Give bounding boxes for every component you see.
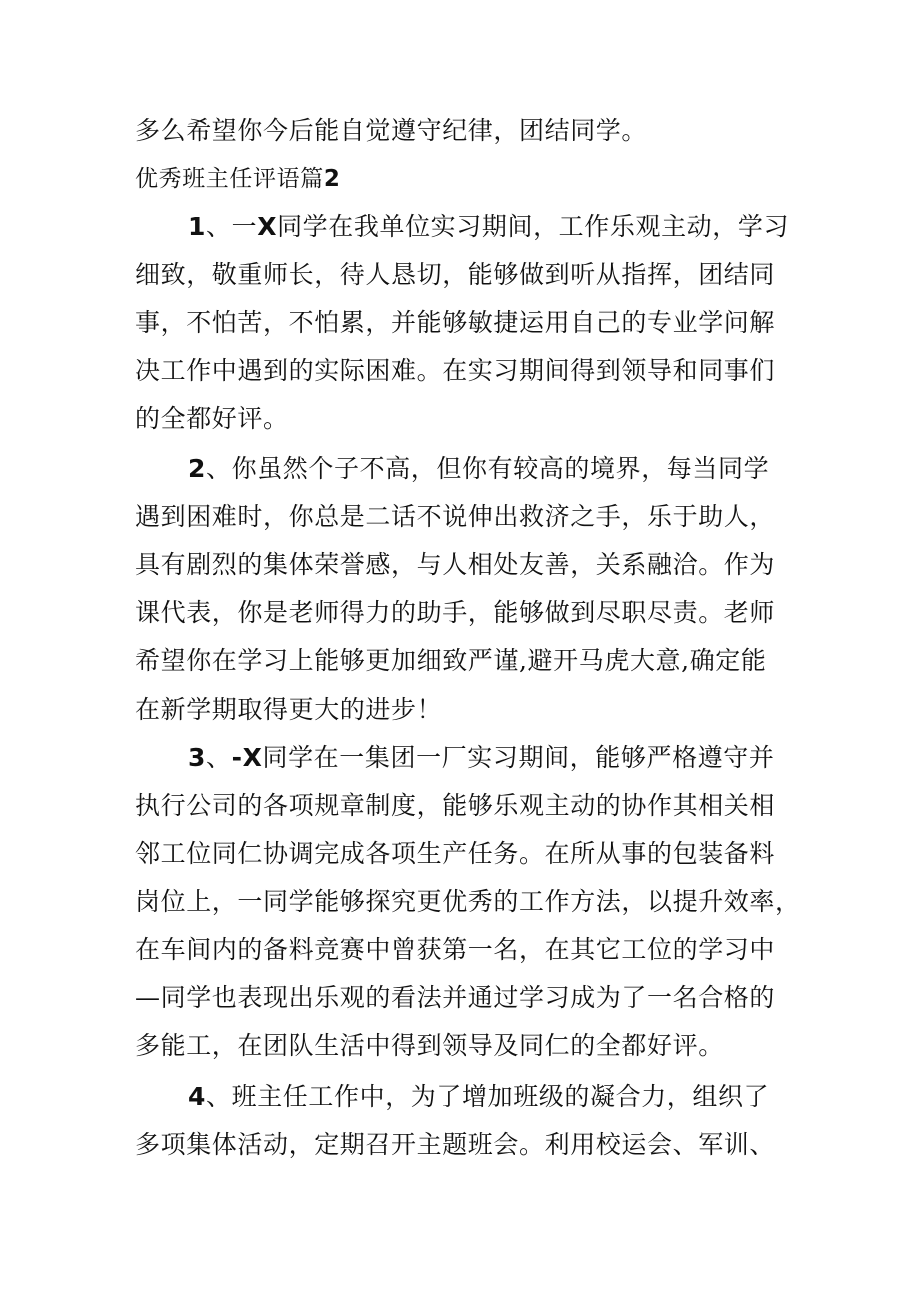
- p3-line-5: 在车间内的备料竞赛中曾获第一名，在其它工位的学习中: [135, 935, 776, 964]
- p4-line-1: 4、班主任工作中，为了增加班级的凝合力，组织了: [188, 1082, 770, 1111]
- p3-line-6: —同学也表现出乐观的看法并通过学习成为了一名合格的: [135, 983, 776, 1012]
- p2-line-3: 具有剧烈的集体荣誉感，与人相处友善，关系融洽。作为: [135, 550, 776, 579]
- p1-line-3: 事，不怕苦，不怕累，并能够敏捷运用自己的专业学问解: [135, 308, 776, 337]
- p1-line-5: 的全都好评。: [135, 404, 289, 433]
- p4-line-2: 多项集体活动，定期召开主题班会。利用校运会、军训、: [135, 1130, 776, 1159]
- p3-line-7: 多能工，在团队生活中得到领导及同仁的全都好评。: [135, 1031, 724, 1060]
- p2-number: 2: [188, 454, 206, 483]
- p1-bold-x: X: [257, 212, 278, 241]
- p1-line-2: 细致，敬重师长，待人恳切，能够做到听从指挥，团结同: [135, 260, 776, 289]
- p3-line-4: 岗位上，一同学能够探究更优秀的工作方法，以提升效率，: [135, 887, 801, 916]
- p1-line-4: 决工作中遇到的实际困难。在实习期间得到领导和同事们: [135, 356, 776, 385]
- p2-line-5: 希望你在学习上能够更加细致严谨,避开马虎大意,确定能: [135, 646, 767, 675]
- p2-line-4: 课代表，你是老师得力的助手，能够做到尽职尽责。老师: [135, 598, 776, 627]
- p2-line-6: 在新学期取得更大的进步！: [135, 695, 443, 724]
- p4-number: 4: [188, 1082, 206, 1111]
- p2-line-1: 2、你虽然个子不高，但你有较高的境界，每当同学: [188, 454, 770, 483]
- p1-line-1: 1、一X同学在我单位实习期间，工作乐观主动，学习: [188, 212, 790, 241]
- section-heading: [135, 163, 340, 195]
- heading-number: 2: [323, 166, 341, 192]
- p2-line-2: 遇到困难时，你总是二话不说伸出救济之手，乐于助人，: [135, 502, 776, 531]
- p3-number: 3: [188, 743, 206, 772]
- p3-line-3: 邻工位同仁协调完成各项生产任务。在所从事的包装备料: [135, 839, 776, 868]
- p3-line-2: 执行公司的各项规章制度，能够乐观主动的协作其相关相: [135, 791, 776, 820]
- p1-number: 1: [188, 212, 206, 241]
- p3-line-1: 3、-X同学在一集团一厂实习期间，能够严格遵守并: [188, 743, 775, 772]
- p3-bold-x: -X: [231, 743, 263, 772]
- heading-text: 优秀班主任评语篇: [135, 166, 324, 192]
- intro-line: 多么希望你今后能自觉遵守纪律，团结同学。: [135, 116, 648, 145]
